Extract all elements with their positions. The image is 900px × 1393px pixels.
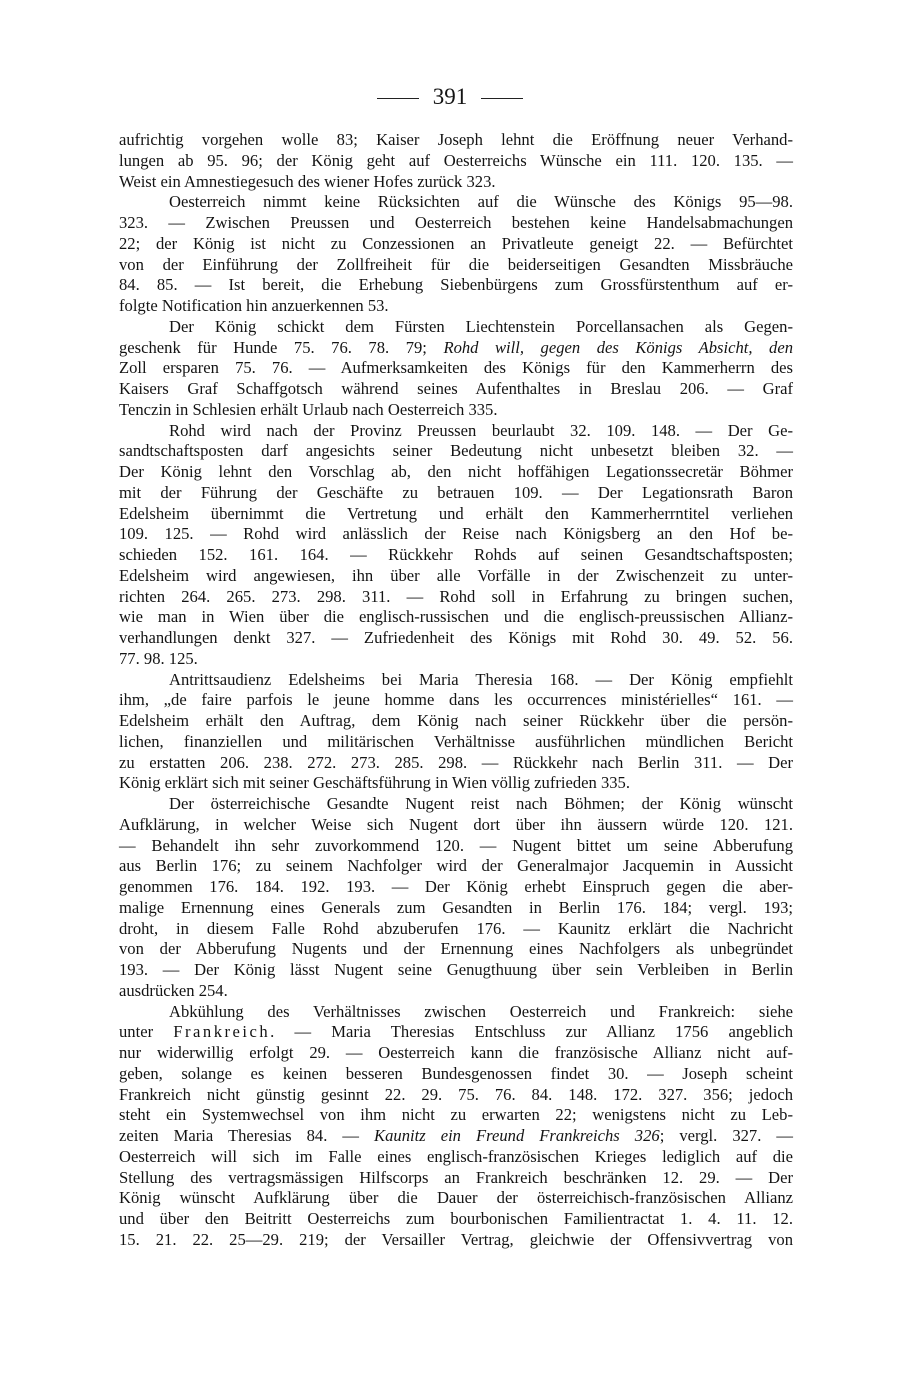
page-number: 391 [432,84,468,109]
text-line: Oesterreich will sich im Falle eines englisch-französischen Krieges lediglich auf die [119,1146,793,1166]
text-line: 77. 98. 125. [119,648,198,668]
text-line: 323. — Zwischen Preussen und Oesterreich bestehen keine Handelsabmachungen [119,213,793,232]
text-line: 84. 85. — Ist bereit, die Erhebung Siebenbürgens zum Grossfürstenthum auf er- [119,275,793,295]
text-line: zeiten Maria Theresias 84. — Kaunitz ein Freund Frankreichs 326; vergl. 327. — [119,1126,793,1145]
text-line: Zoll ersparen 75. 76. — Aufmerksamkeiten des Königs für den Kammerherrn des [119,358,793,378]
text-line: verhandlungen denkt 327. — Zufriedenheit des Königs mit Rohd 30. 49. 52. 56. [119,628,793,647]
text-line: mit der Führung der Geschäfte zu betrauen 109. — Der Legationsrath Baron [119,482,793,502]
text-line: ausdrücken 254. [119,980,228,1000]
text-line: Der König lehnt den Vorschlag ab, den nicht hoffähigen Legationssecretär Böhmer [119,462,793,481]
text-line: und über den Beitritt Oesterreichs zum bourbonischen Familientractat 1. 4. 11. 12. [119,1209,793,1228]
text-line: von der Abberufung Nugents und der Ernennung eines Nachfolgers als unbegründet [119,939,793,959]
text-line: Edelsheim wird angewiesen, ihn über alle Vorfälle in der Zwischenzeit zu unter- [119,565,793,585]
text-line: nur widerwillig erfolgt 29. — Oesterreich kann die französische Allianz nicht auf- [119,1043,793,1062]
text-line: Kaisers Graf Schaffgotsch während seines Aufenthaltes in Breslau 206. — Graf [119,379,793,398]
text-line: droht, in diesem Falle Rohd abzuberufen 176. — Kaunitz erklärt die Nachricht [119,918,793,938]
text-line: malige Ernennung eines Generals zum Gesandten in Berlin 176. 184; vergl. 193; [119,897,793,917]
header-rule-left [377,98,419,99]
text-line: lungen ab 95. 96; der König geht auf Oesterreichs Wünsche ein 111. 120. 135. — [119,150,793,170]
text-line: ihm, „de faire parfois le jeune homme dans les occurrences ministérielles“ 161. — [119,690,793,710]
text-line: Stellung des vertragsmässigen Hilfscorps an Frankreich beschränken 12. 29. — Der [119,1167,793,1187]
text-line: Weist ein Amnestiegesuch des wiener Hofes zurück 323. [119,171,496,191]
text-line: Der österreichische Gesandte Nugent reist nach Böhmen; der König wünscht [169,794,793,813]
text-line: Antrittsaudienz Edelsheims bei Maria Theresia 168. — Der König empfiehlt [169,669,793,689]
header-rule-right [481,98,523,99]
page-header [0,82,900,112]
text-line: Oesterreich nimmt keine Rücksichten auf die Wünsche des Königs 95—98. [169,192,793,212]
text-line: 22; der König ist nicht zu Conzessionen an Privatleute geneigt 22. — Befürchtet [119,233,793,253]
text-line: steht ein Systemwechsel von ihm nicht zu erwarten 22; wenigstens nicht zu Leb- [119,1105,793,1125]
text-line: sandtschaftsposten darf angesichts seiner Bedeutung nicht unbesetzt bleiben 32. — [119,441,793,461]
text-line: wie man in Wien über die englisch-russischen und die englisch-preussischen Allianz- [119,607,793,627]
text-line: Abkühlung des Verhältnisses zwischen Oesterreich und Frankreich: siehe [169,1001,793,1021]
index-text-body [119,130,793,1251]
text-line: lichen, finanziellen und militärischen Verhältnisse ausführlichen mündlichen Bericht [119,731,793,751]
text-line: Der König schickt dem Fürsten Liechtenstein Porcellansachen als Gegen- [169,316,793,336]
text-line: Edelsheim übernimmt die Vertretung und erhält den Kammerherrntitel verliehen [119,503,793,523]
text-line: genommen 176. 184. 192. 193. — Der König erhebt Einspruch gegen die aber- [119,877,793,896]
text-line: Tenczin in Schlesien erhält Urlaub nach Oesterreich 335. [119,399,498,419]
text-line: zu erstatten 206. 238. 272. 273. 285. 298. — Rückkehr nach Berlin 311. — Der [119,752,793,772]
text-line: von der Einführung der Zollfreiheit für die beiderseitigen Gesandten Missbräuche [119,254,793,274]
text-line: aufrichtig vorgehen wolle 83; Kaiser Joseph lehnt die Eröffnung neuer Verhand- [119,130,793,149]
text-line: 15. 21. 22. 25—29. 219; der Versailler Vertrag, gleichwie der Offensivvertrag von [119,1229,793,1249]
text-line: König erklärt sich mit seiner Geschäftsführung in Wien völlig zufrieden 335. [119,773,630,793]
text-line: folgte Notification hin anzuerkennen 53. [119,296,389,315]
text-line: aus Berlin 176; zu seinem Nachfolger wird der Generalmajor Jacquemin in Aussicht [119,856,793,876]
text-line: Rohd wird nach der Provinz Preussen beurlaubt 32. 109. 148. — Der Ge- [169,420,793,440]
text-line: Edelsheim erhält den Auftrag, dem König nach seiner Rückkehr über die persön- [119,711,793,730]
text-line: Aufklärung, in welcher Weise sich Nugent dort über ihn äussern würde 120. 121. [119,814,793,834]
text-line: richten 264. 265. 273. 298. 311. — Rohd soll in Erfahrung zu bringen suchen, [119,586,793,606]
text-line: 193. — Der König lässt Nugent seine Genugthuung über sein Verbleiben in Berlin [119,960,793,979]
text-line: 109. 125. — Rohd wird anlässlich der Reise nach Königsberg an den Hof be- [119,524,793,544]
text-line: unter Frankreich. — Maria Theresias Entschluss zur Allianz 1756 angeblich [119,1022,793,1042]
text-line: Frankreich nicht günstig gesinnt 22. 29. 75. 76. 84. 148. 172. 327. 356; jedoch [119,1084,793,1104]
text-line: — Behandelt ihn sehr zuvorkommend 120. — Nugent bittet um seine Abberufung [119,835,793,855]
text-line: geschenk für Hunde 75. 76. 78. 79; Rohd will, gegen des Königs Absicht, den [119,337,793,357]
text-line: König wünscht Aufklärung über die Dauer der österreichisch-französischen Allianz [119,1188,793,1208]
text-line: geben, solange es keinen besseren Bundesgenossen findet 30. — Joseph scheint [119,1063,793,1083]
text-line: schieden 152. 161. 164. — Rückkehr Rohds auf seinen Gesandtschaftsposten; [119,545,793,564]
